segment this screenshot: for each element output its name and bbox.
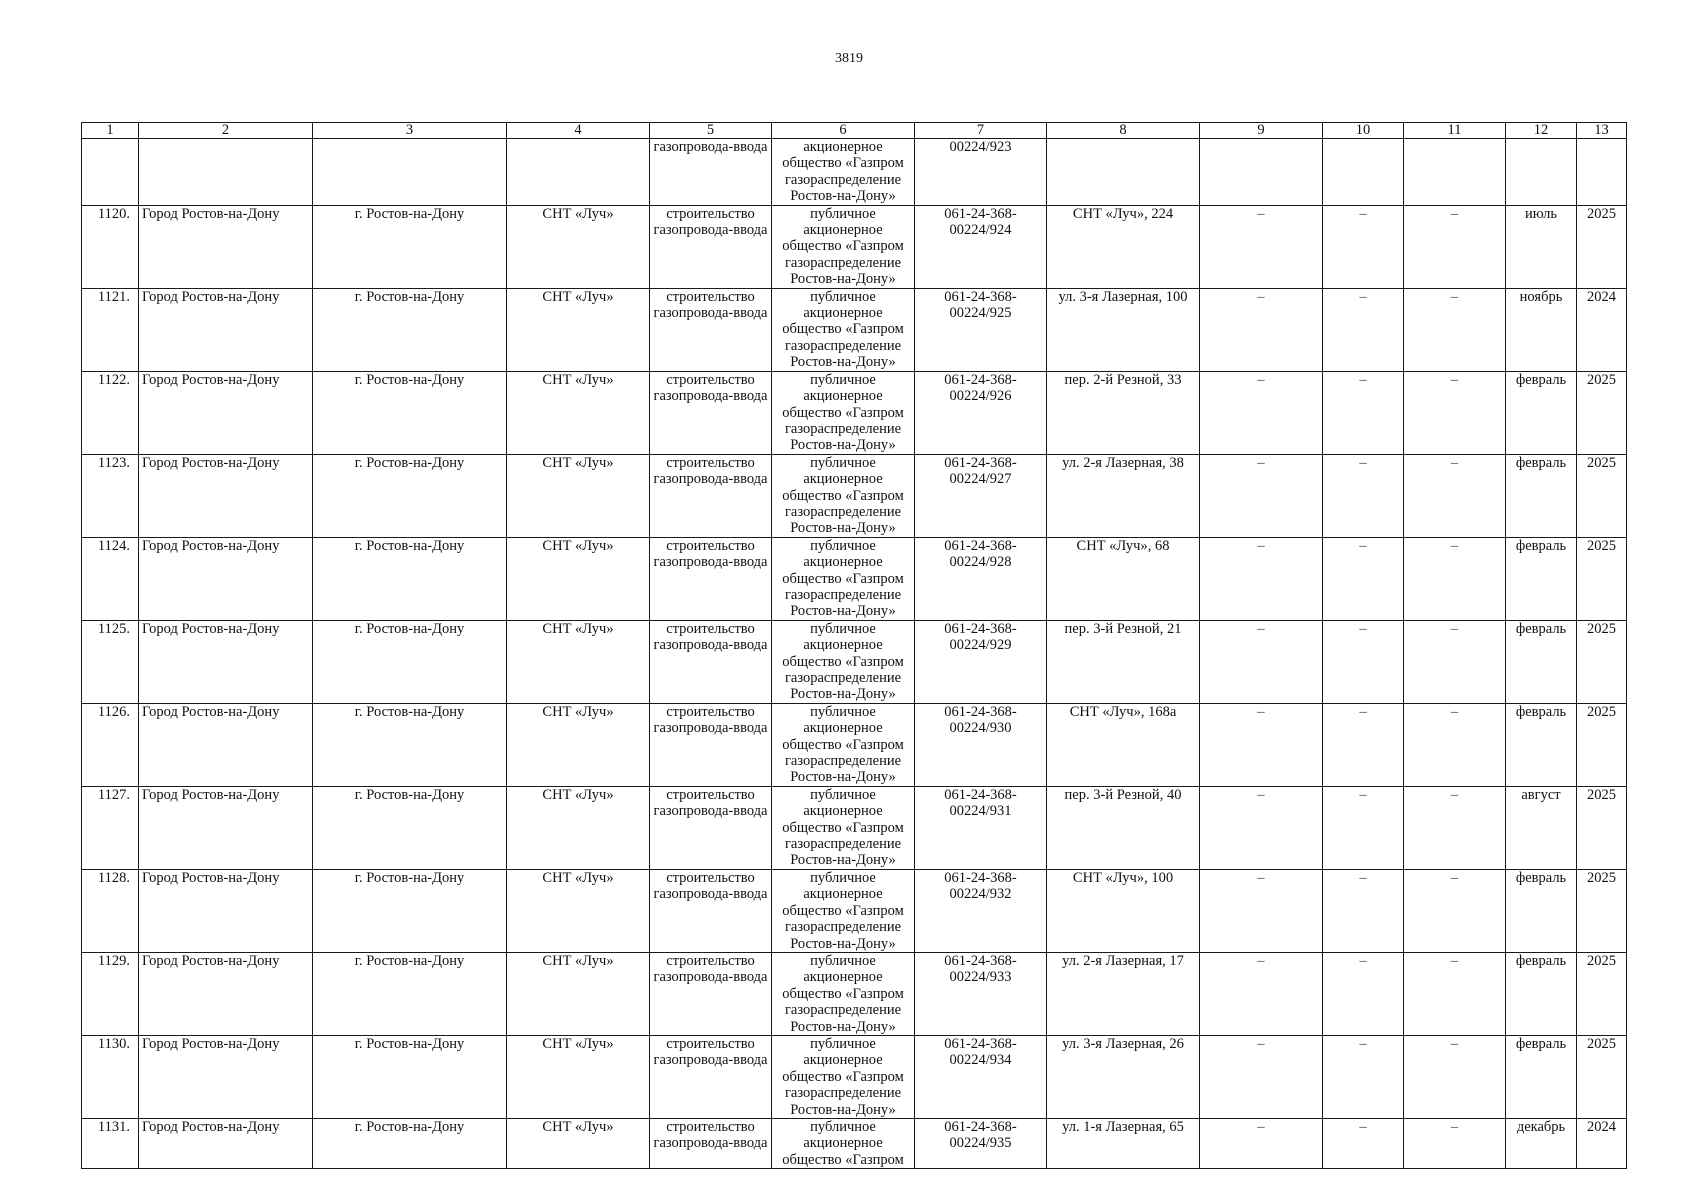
cell-address: ул. 1-я Лазерная, 65 [1047, 1118, 1200, 1168]
column-number: 13 [1577, 123, 1627, 139]
cell-month: февраль [1506, 454, 1577, 537]
cell-month: февраль [1506, 620, 1577, 703]
cell-col9: – [1200, 205, 1323, 288]
cell-col9: – [1200, 952, 1323, 1035]
cell-code: 061-24-368-00224/930 [915, 703, 1047, 786]
cell-code: 061-24-368-00224/925 [915, 288, 1047, 371]
cell-org: публичное акционерное общество «Газпром газораспределение Ростов-на-Дону» [772, 786, 915, 869]
cell-col10: – [1323, 786, 1404, 869]
cell-org: публичное акционерное общество «Газпром газораспределение Ростов-на-Дону» [772, 869, 915, 952]
cell-municipality: Город Ростов-на-Дону [139, 1035, 313, 1118]
table-row [82, 869, 1627, 952]
table-row [82, 537, 1627, 620]
cell-address: пер. 2-й Резной, 33 [1047, 371, 1200, 454]
cell-locality: г. Ростов-на-Дону [313, 1118, 507, 1168]
cell-locality: г. Ростов-на-Дону [313, 620, 507, 703]
cell-col11: – [1404, 620, 1506, 703]
cell-code: 061-24-368-00224/934 [915, 1035, 1047, 1118]
cell-year: 2025 [1577, 371, 1627, 454]
column-number: 9 [1200, 123, 1323, 139]
cell-col10: – [1323, 620, 1404, 703]
cell-col9: – [1200, 620, 1323, 703]
cell-municipality: Город Ростов-на-Дону [139, 1118, 313, 1168]
cell-col10: – [1323, 1118, 1404, 1168]
cell-org: публичное акционерное общество «Газпром газораспределение Ростов-на-Дону» [772, 205, 915, 288]
cell-work: строительство газопровода-ввода [650, 205, 772, 288]
cell-object: СНТ «Луч» [507, 454, 650, 537]
cell-municipality: Город Ростов-на-Дону [139, 869, 313, 952]
cell-col10: – [1323, 537, 1404, 620]
cell-org: публичное акционерное общество «Газпром газораспределение Ростов-на-Дону» [772, 288, 915, 371]
cell-col11: – [1404, 454, 1506, 537]
cell-municipality: Город Ростов-на-Дону [139, 703, 313, 786]
cell-code: 061-24-368-00224/933 [915, 952, 1047, 1035]
cell-work: строительство газопровода-ввода [650, 1118, 772, 1168]
cell-col10: – [1323, 454, 1404, 537]
table-row [82, 786, 1627, 869]
column-number: 4 [507, 123, 650, 139]
cell-object: СНТ «Луч» [507, 786, 650, 869]
cell-work: строительство газопровода-ввода [650, 537, 772, 620]
cell-month: февраль [1506, 952, 1577, 1035]
cell-object: СНТ «Луч» [507, 288, 650, 371]
table-row [82, 288, 1627, 371]
table-row [82, 1035, 1627, 1118]
cell-address: СНТ «Луч», 100 [1047, 869, 1200, 952]
cell-org: публичное акционерное общество «Газпром газораспределение Ростов-на-Дону» [772, 1035, 915, 1118]
cell-col9: – [1200, 869, 1323, 952]
cell-address: пер. 3-й Резной, 21 [1047, 620, 1200, 703]
cell-municipality: Город Ростов-на-Дону [139, 454, 313, 537]
table-row [82, 1118, 1627, 1168]
cell-col10: – [1323, 952, 1404, 1035]
column-number: 2 [139, 123, 313, 139]
cell-col10: – [1323, 205, 1404, 288]
cell-col9: – [1200, 786, 1323, 869]
column-number: 11 [1404, 123, 1506, 139]
cell-year: 2024 [1577, 288, 1627, 371]
table-row [82, 703, 1627, 786]
cell-code: 061-24-368-00224/929 [915, 620, 1047, 703]
cell-address: ул. 2-я Лазерная, 38 [1047, 454, 1200, 537]
cell-year: 2025 [1577, 869, 1627, 952]
cell-org: публичное акционерное общество «Газпром газораспределение Ростов-на-Дону» [772, 371, 915, 454]
cell-work: строительство газопровода-ввода [650, 869, 772, 952]
cell-year: 2025 [1577, 205, 1627, 288]
cell-month: февраль [1506, 703, 1577, 786]
cell-col9: – [1200, 288, 1323, 371]
cell-month: февраль [1506, 371, 1577, 454]
cell-object: СНТ «Луч» [507, 869, 650, 952]
cell-month: август [1506, 786, 1577, 869]
cell-year: 2025 [1577, 454, 1627, 537]
cell-code: 061-24-368-00224/927 [915, 454, 1047, 537]
cell-year: 2025 [1577, 952, 1627, 1035]
cell-col10: – [1323, 1035, 1404, 1118]
cell-municipality: Город Ростов-на-Дону [139, 537, 313, 620]
column-number: 8 [1047, 123, 1200, 139]
cell-number: 1121. [82, 288, 139, 371]
table-row [82, 952, 1627, 1035]
cell-locality: г. Ростов-на-Дону [313, 952, 507, 1035]
cell-number: 1128. [82, 869, 139, 952]
cell-year: 2025 [1577, 703, 1627, 786]
cell-year: 2025 [1577, 1035, 1627, 1118]
cell-object: СНТ «Луч» [507, 371, 650, 454]
cell-org: публичное акционерное общество «Газпром газораспределение Ростов-на-Дону» [772, 620, 915, 703]
cell-locality: г. Ростов-на-Дону [313, 371, 507, 454]
cell-col11: – [1404, 537, 1506, 620]
cell-work: строительство газопровода-ввода [650, 620, 772, 703]
cell-work: строительство газопровода-ввода [650, 1035, 772, 1118]
table-row [82, 371, 1627, 454]
cell-address: ул. 3-я Лазерная, 100 [1047, 288, 1200, 371]
cell-col9: – [1200, 1118, 1323, 1168]
column-number: 6 [772, 123, 915, 139]
cell-col9: – [1200, 371, 1323, 454]
cell-work: строительство газопровода-ввода [650, 786, 772, 869]
column-number: 5 [650, 123, 772, 139]
cell-locality: г. Ростов-на-Дону [313, 1035, 507, 1118]
cell-municipality: Город Ростов-на-Дону [139, 786, 313, 869]
cell-org: публичное акционерное общество «Газпром газораспределение Ростов-на-Дону» [772, 703, 915, 786]
cell-number: 1126. [82, 703, 139, 786]
cell-address: пер. 3-й Резной, 40 [1047, 786, 1200, 869]
cell-col9: – [1200, 703, 1323, 786]
cell-locality: г. Ростов-на-Дону [313, 786, 507, 869]
cell-locality: г. Ростов-на-Дону [313, 869, 507, 952]
cell-code: 061-24-368-00224/932 [915, 869, 1047, 952]
cell-locality: г. Ростов-на-Дону [313, 537, 507, 620]
cell-municipality: Город Ростов-на-Дону [139, 205, 313, 288]
cell-col11: – [1404, 786, 1506, 869]
cell-object: СНТ «Луч» [507, 620, 650, 703]
cell-org: публичное акционерное общество «Газпром газораспределение Ростов-на-Дону» [772, 952, 915, 1035]
cell-object: СНТ «Луч» [507, 537, 650, 620]
cell-col11: – [1404, 703, 1506, 786]
cell-month: февраль [1506, 537, 1577, 620]
cell-number: 1129. [82, 952, 139, 1035]
cell-code: 061-24-368-00224/926 [915, 371, 1047, 454]
column-number: 10 [1323, 123, 1404, 139]
cell-number: 1125. [82, 620, 139, 703]
cell-month: декабрь [1506, 1118, 1577, 1168]
cell-org: публичное акционерное общество «Газпром газораспределение Ростов-на-Дону» [772, 537, 915, 620]
cell-month: июль [1506, 205, 1577, 288]
cell-municipality: Город Ростов-на-Дону [139, 952, 313, 1035]
cell-code: 061-24-368-00224/931 [915, 786, 1047, 869]
cell-org: акционерное общество «Газпром газораспределение Ростов-на-Дону» [772, 139, 915, 206]
cell-object: СНТ «Луч» [507, 1035, 650, 1118]
cell-code: 061-24-368-00224/935 [915, 1118, 1047, 1168]
cell-address: СНТ «Луч», 224 [1047, 205, 1200, 288]
cell-municipality: Город Ростов-на-Дону [139, 371, 313, 454]
cell-col11: – [1404, 288, 1506, 371]
cell-month: февраль [1506, 869, 1577, 952]
cell-object: СНТ «Луч» [507, 952, 650, 1035]
cell-year: 2025 [1577, 786, 1627, 869]
cell-col9: – [1200, 454, 1323, 537]
continuation-row [82, 139, 1627, 206]
cell-address: СНТ «Луч», 168а [1047, 703, 1200, 786]
cell-code: 00224/923 [915, 139, 1047, 206]
cell-col9: – [1200, 537, 1323, 620]
registry-table [81, 122, 1627, 1169]
cell-object: СНТ «Луч» [507, 703, 650, 786]
cell-number: 1124. [82, 537, 139, 620]
column-number: 3 [313, 123, 507, 139]
cell-month: февраль [1506, 1035, 1577, 1118]
cell-year: 2025 [1577, 620, 1627, 703]
cell-col11: – [1404, 205, 1506, 288]
cell-municipality: Город Ростов-на-Дону [139, 620, 313, 703]
cell-work: газопровода-ввода [650, 139, 772, 206]
cell-org: публичное акционерное общество «Газпром газораспределение Ростов-на-Дону» [772, 454, 915, 537]
cell-object: СНТ «Луч» [507, 1118, 650, 1168]
cell-number: 1122. [82, 371, 139, 454]
table-row [82, 620, 1627, 703]
cell-locality: г. Ростов-на-Дону [313, 454, 507, 537]
cell-number: 1123. [82, 454, 139, 537]
cell-col11: – [1404, 1118, 1506, 1168]
cell-locality: г. Ростов-на-Дону [313, 288, 507, 371]
column-number: 1 [82, 123, 139, 139]
cell-address: ул. 3-я Лазерная, 26 [1047, 1035, 1200, 1118]
table-row [82, 454, 1627, 537]
column-number-row [82, 123, 1627, 139]
cell-org: публичное акционерное общество «Газпром [772, 1118, 915, 1168]
cell-number: 1127. [82, 786, 139, 869]
cell-number: 1131. [82, 1118, 139, 1168]
cell-year: 2025 [1577, 537, 1627, 620]
cell-code: 061-24-368-00224/928 [915, 537, 1047, 620]
cell-address: ул. 2-я Лазерная, 17 [1047, 952, 1200, 1035]
cell-work: строительство газопровода-ввода [650, 703, 772, 786]
cell-col10: – [1323, 371, 1404, 454]
cell-col11: – [1404, 869, 1506, 952]
cell-col11: – [1404, 371, 1506, 454]
cell-address: СНТ «Луч», 68 [1047, 537, 1200, 620]
cell-col10: – [1323, 703, 1404, 786]
page-number: 3819 [835, 51, 863, 66]
cell-work: строительство газопровода-ввода [650, 371, 772, 454]
cell-month: ноябрь [1506, 288, 1577, 371]
cell-code: 061-24-368-00224/924 [915, 205, 1047, 288]
cell-col11: – [1404, 952, 1506, 1035]
table-row [82, 205, 1627, 288]
cell-work: строительство газопровода-ввода [650, 288, 772, 371]
cell-locality: г. Ростов-на-Дону [313, 703, 507, 786]
cell-col10: – [1323, 869, 1404, 952]
cell-work: строительство газопровода-ввода [650, 952, 772, 1035]
cell-work: строительство газопровода-ввода [650, 454, 772, 537]
cell-col9: – [1200, 1035, 1323, 1118]
column-number: 12 [1506, 123, 1577, 139]
cell-municipality: Город Ростов-на-Дону [139, 288, 313, 371]
cell-object: СНТ «Луч» [507, 205, 650, 288]
cell-number: 1130. [82, 1035, 139, 1118]
cell-locality: г. Ростов-на-Дону [313, 205, 507, 288]
cell-col11: – [1404, 1035, 1506, 1118]
cell-number: 1120. [82, 205, 139, 288]
cell-year: 2024 [1577, 1118, 1627, 1168]
column-number: 7 [915, 123, 1047, 139]
cell-col10: – [1323, 288, 1404, 371]
